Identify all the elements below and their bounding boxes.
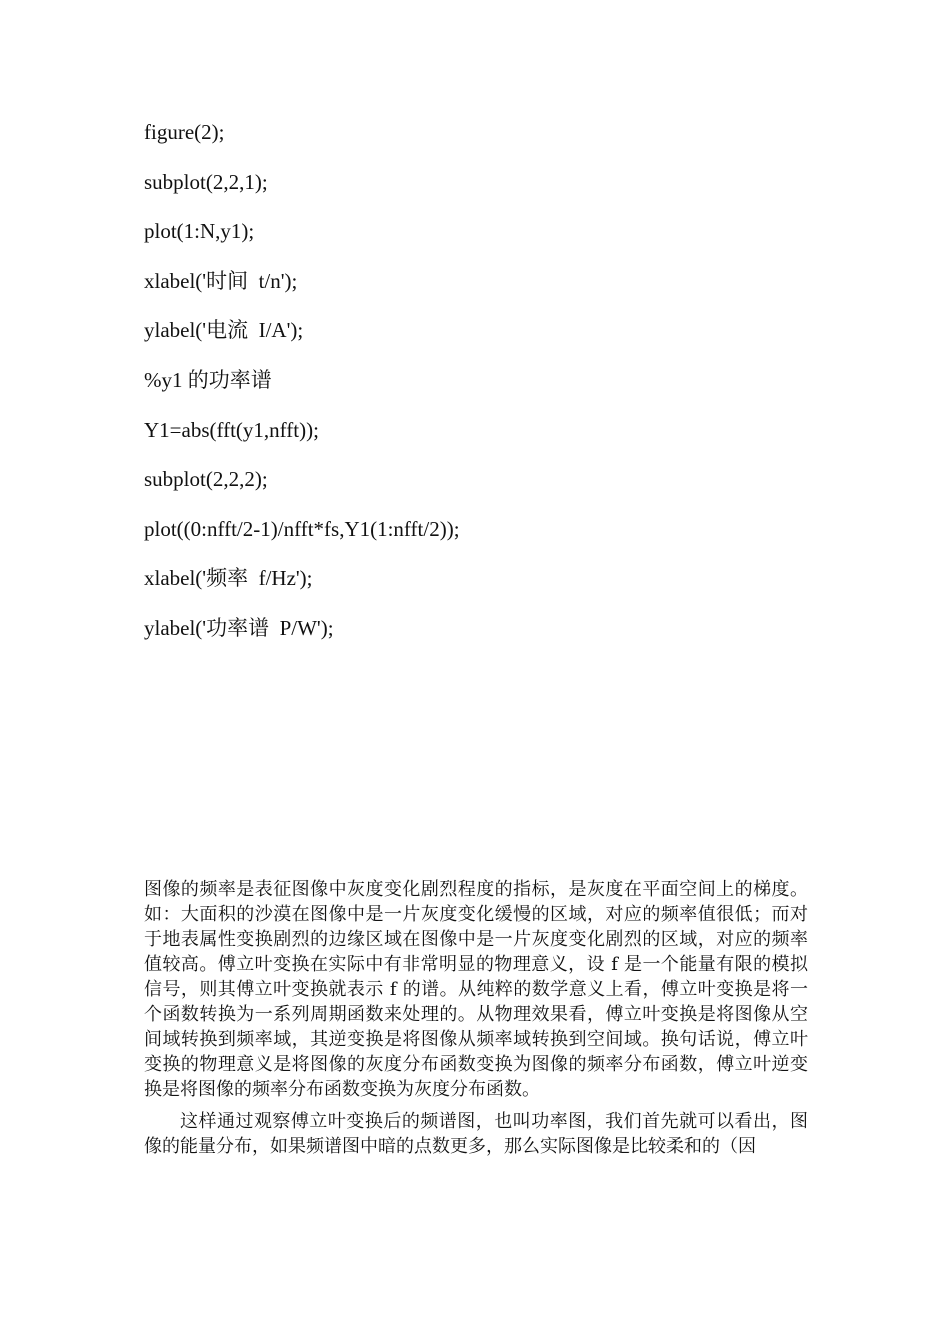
code-line: xlabel('时间 t/n'); <box>144 268 298 293</box>
paragraph-spectrum-observation: 这样通过观察傅立叶变换后的频谱图，也叫功率图，我们首先就可以看出，图像的能量分布，如果频谱图中暗的点数更多，那么实际图像是比较柔和的（因 <box>144 1111 808 1157</box>
code-line: plot(1:N,y1); <box>144 219 255 244</box>
code-line: xlabel('频率 f/Hz'); <box>144 566 313 591</box>
code-line: figure(2); <box>144 120 225 144</box>
code-line: subplot(2,2,1); <box>144 169 268 194</box>
matlab-code-block <box>144 120 824 666</box>
code-comment-line: %y1 的功率谱 <box>144 367 272 392</box>
code-line: subplot(2,2,2); <box>144 467 268 492</box>
code-line: plot((0:nfft/2-1)/nfft*fs,Y1(1:nfft/2)); <box>144 516 460 541</box>
code-line: ylabel('电流 I/A'); <box>144 318 304 343</box>
paragraph-image-frequency: 图像的频率是表征图像中灰度变化剧烈程度的指标，是灰度在平面空间上的梯度。如：大面积的沙漠在图像中是一片灰度变化缓慢的区域，对应的频率值很低；而对于地表属性变换剧烈的边缘区域在图像中是一片灰度变化剧烈的区域，对应的频率值较高。傅立叶变换在实际中有非常明显的物理意义，设 f 是一个能量有限的模拟信号，则其傅立叶变换就表示 f 的谱。从纯粹的数学意义上看，傅立叶变换是将一个函数转换为一系列周期函数来处理的。从物理效果看，傅立叶变换是将图像从空间域转换到频率域，其逆变换是将图像从频率域转换到空间域。换句话说，傅立叶变换的物理意义是将图像的灰度分布函数变换为图像的频率分布函数，傅立叶逆变换是将图像的频率分布函数变换为灰度分布函数。 <box>144 879 808 1100</box>
code-line: ylabel('功率谱 P/W'); <box>144 615 334 640</box>
code-line: Y1=abs(fft(y1,nfft)); <box>144 417 319 442</box>
body-text <box>144 877 808 1159</box>
